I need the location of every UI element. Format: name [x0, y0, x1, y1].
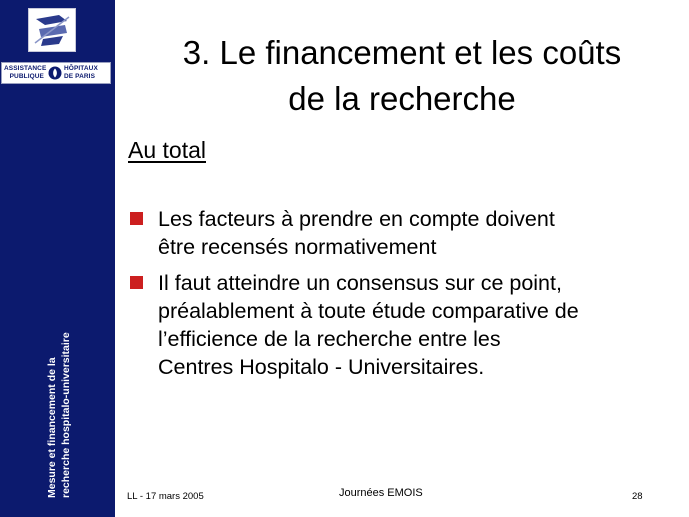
bullet-item — [128, 269, 684, 381]
bullet-text-line: Il faut atteindre un consensus sur ce point, — [158, 271, 562, 295]
sidebar-caption-line1: Mesure et financement de la — [46, 357, 58, 498]
aphp-logo-left-text — [4, 65, 47, 81]
bullet-square-icon — [130, 212, 143, 225]
aphp-logo-left-line1: ASSISTANCE — [4, 65, 47, 72]
bullet-text-line: Les facteurs à prendre en compte doivent — [158, 207, 555, 231]
aphp-logo-right-text — [64, 65, 110, 81]
sidebar-caption-line2: recherche hospitalo-universitaire — [60, 332, 72, 498]
slide-subheading: Au total — [128, 137, 206, 163]
bullet-text-line: Centres Hospitalo - Universitaires. — [158, 355, 485, 379]
slide-title — [115, 30, 689, 122]
slide-title-line1: 3. Le financement et les coûts — [182, 34, 622, 71]
footer-event: Journées EMOIS — [339, 487, 423, 499]
bullet-item — [128, 205, 684, 261]
logo-emblem-icon — [29, 9, 75, 51]
sidebar-vertical-caption — [45, 332, 73, 498]
bullet-text-line: préalablement à toute étude comparative de — [158, 299, 579, 323]
footer-date: LL - 17 mars 2005 — [127, 491, 204, 502]
bullet-text-line: l’efficience de la recherche entre les — [158, 327, 501, 351]
aphp-logo-left-line2: PUBLIQUE — [9, 73, 44, 80]
bullet-list — [128, 205, 684, 389]
bullet-square-icon — [130, 276, 143, 289]
bullet-text-line: être recensés normativement — [158, 235, 437, 259]
slide-title-line2: de la recherche — [288, 80, 516, 117]
aphp-logo-band — [1, 62, 111, 84]
aphp-logo-right-line1: HÔPITAUX — [64, 65, 98, 72]
aphp-emblem-icon — [48, 66, 62, 80]
aphp-logo-right-line2: DE PARIS — [64, 73, 96, 80]
footer-page-number: 28 — [632, 491, 643, 502]
sidebar — [0, 0, 115, 517]
institution-logo-icon — [28, 8, 76, 52]
